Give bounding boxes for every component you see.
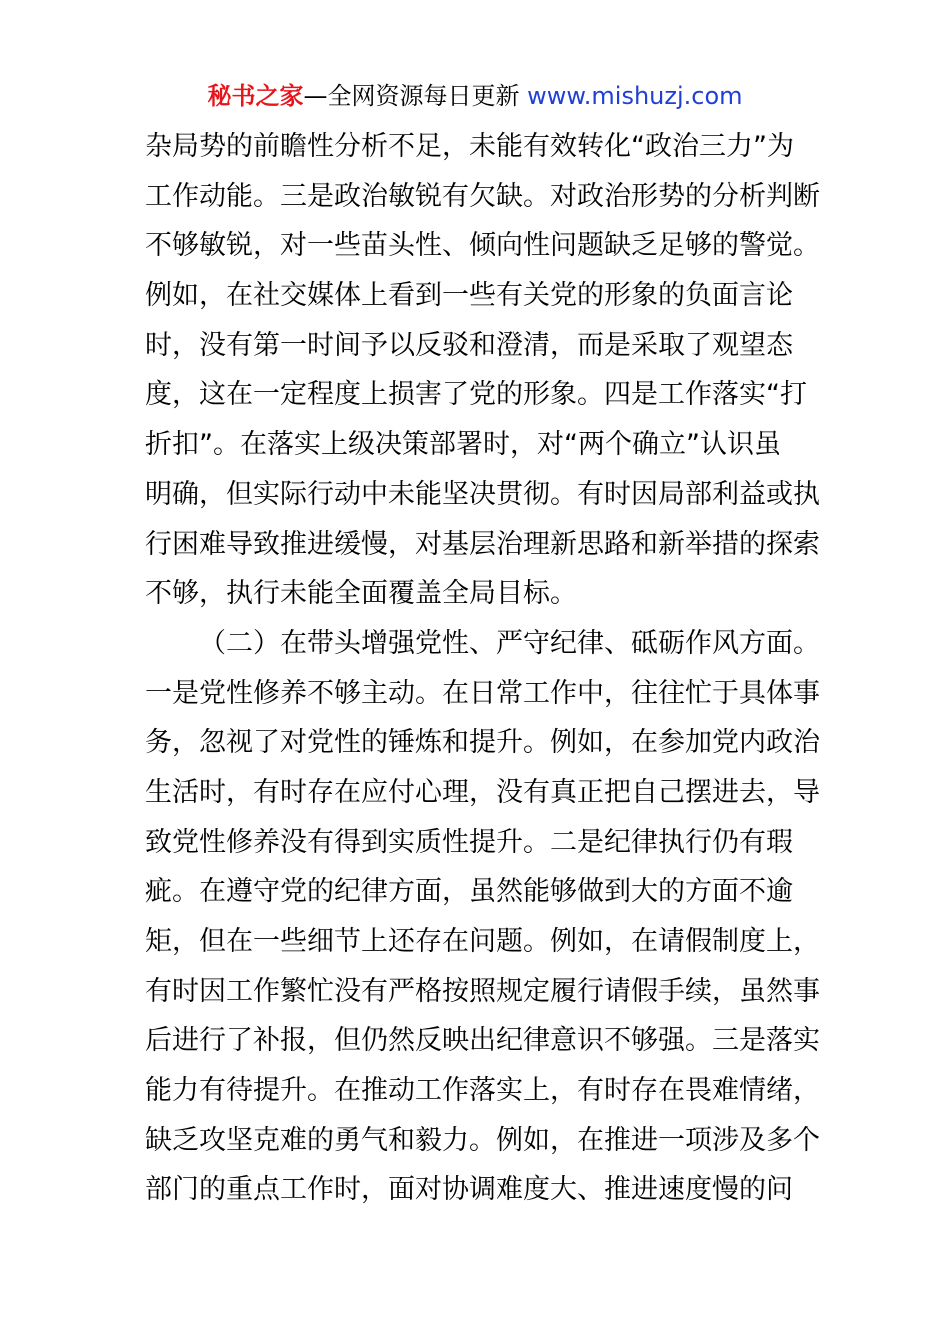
document-body (145, 122, 825, 1215)
site-url-link[interactable]: www.mishuzj.com (527, 82, 743, 110)
text-line: 缺乏攻坚克难的勇气和毅力。例如，在推进一项涉及多个 (145, 1124, 820, 1156)
site-header (0, 78, 950, 114)
section-heading-line: （二）在带头增强党性、严守纪律、砥砺作风方面。 (199, 627, 820, 659)
site-brand: 秘书之家 (207, 82, 304, 110)
text-line: 务，忽视了对党性的锤炼和提升。例如，在参加党内政治 (145, 727, 820, 759)
text-line: 疵。在遵守党的纪律方面，虽然能够做到大的方面不逾 (145, 876, 793, 908)
text-line: 不够敏锐，对一些苗头性、倾向性问题缺乏足够的警觉。 (145, 230, 820, 262)
text-line: 度，这在一定程度上损害了党的形象。四是工作落实“打 (145, 379, 807, 411)
text-line: 杂局势的前瞻性分析不足，未能有效转化“政治三力”为 (145, 131, 794, 162)
text-line: 折扣”。在落实上级决策部署时，对“两个确立”认识虽 (145, 429, 781, 461)
text-line: 明确，但实际行动中未能坚决贯彻。有时因局部利益或执 (145, 478, 820, 510)
text-line: 例如，在社交媒体上看到一些有关党的形象的负面言论 (145, 280, 793, 312)
text-line: 一是党性修养不够主动。在日常工作中，往往忙于具体事 (145, 677, 820, 709)
text-line: 能力有待提升。在推动工作落实上，有时存在畏难情绪， (145, 1075, 820, 1107)
text-line: 时，没有第一时间予以反驳和澄清，而是采取了观望态 (145, 329, 793, 361)
text-line: 工作动能。三是政治敏锐有欠缺。对政治形势的分析判断 (145, 180, 820, 212)
text-line: 后进行了补报，但仍然反映出纪律意识不够强。三是落实 (145, 1025, 820, 1057)
text-line: 矩，但在一些细节上还存在问题。例如，在请假制度上， (145, 926, 820, 957)
site-tagline: —全网资源每日更新 (303, 82, 520, 110)
text-line: 有时因工作繁忙没有严格按照规定履行请假手续，虽然事 (145, 975, 820, 1007)
text-line: 致党性修养没有得到实质性提升。二是纪律执行仍有瑕 (145, 826, 793, 858)
text-line: 部门的重点工作时，面对协调难度大、推进速度慢的问 (145, 1174, 793, 1206)
text-line: 行困难导致推进缓慢，对基层治理新思路和新举措的探索 (145, 528, 820, 560)
text-line: 不够，执行未能全面覆盖全局目标。 (145, 578, 577, 610)
text-line: 生活时，有时存在应付心理，没有真正把自己摆进去，导 (145, 776, 820, 808)
